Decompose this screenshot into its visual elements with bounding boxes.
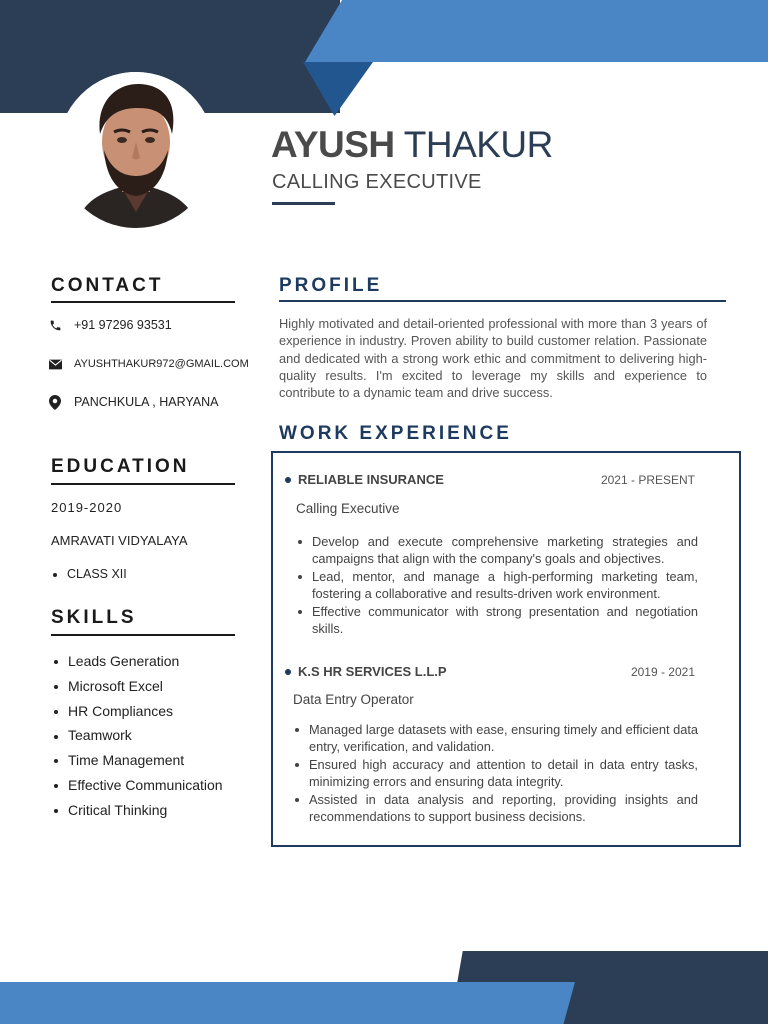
header-blue-banner [305, 0, 768, 62]
last-name: THAKUR [403, 124, 553, 165]
profile-divider [279, 300, 726, 302]
profile-summary: Highly motivated and detail-oriented professional with more than 3 years of experience in industry. Proven ability to build customer relation. Passionate and dedicated with a strong work ethic and commitment to delivering high-quality results. I'm excited to leverage my skills and experience to contribute to a dynamic team and drive success. [279, 316, 707, 401]
job-role: Data Entry Operator [293, 692, 414, 707]
skill-item: Time Management [54, 750, 223, 775]
job-bullet: Develop and execute comprehensive marketing strategies and campaigns that align with the company's goals and objectives. [297, 533, 698, 568]
contact-phone[interactable] [48, 318, 172, 332]
contact-email[interactable] [48, 357, 249, 371]
job-header [285, 664, 695, 679]
skills-list [54, 651, 223, 825]
job-header [285, 472, 695, 487]
contact-location-text: PANCHKULA , HARYANA [74, 395, 219, 409]
education-heading: EDUCATION [51, 456, 190, 477]
bullet-icon [53, 573, 57, 577]
contact-phone-text: +91 97296 93531 [74, 318, 172, 332]
job-period: 2021 - PRESENT [600, 472, 695, 487]
location-pin-icon [48, 395, 62, 409]
skill-item: HR Compliances [54, 701, 223, 726]
profile-photo [58, 72, 214, 228]
work-experience-box [271, 451, 741, 847]
skill-item: Teamwork [54, 725, 223, 750]
bullet-icon [285, 477, 291, 483]
job-bullet: Effective communicator with strong presentation and negotiation skills. [297, 603, 698, 638]
contact-heading: CONTACT [51, 275, 164, 296]
first-name: AYUSH [271, 124, 395, 165]
skill-item: Effective Communication [54, 775, 223, 800]
work-experience-heading: WORK EXPERIENCE [279, 423, 512, 444]
full-name [271, 124, 553, 166]
education-class-text: CLASS XII [67, 567, 127, 581]
contact-location [48, 395, 219, 409]
job-bullets [297, 533, 698, 637]
education-school: AMRAVATI VIDYALAYA [51, 533, 188, 548]
job-period: 2019 - 2021 [630, 664, 695, 679]
avatar-illustration [58, 72, 214, 228]
job-bullet: Assisted in data analysis and reporting, providing insights and recommendations to support business decisions. [294, 791, 698, 826]
education-divider [51, 483, 235, 485]
job-title: CALLING EXECUTIVE [272, 171, 482, 193]
skill-item: Leads Generation [54, 651, 223, 676]
bullet-icon [285, 669, 291, 675]
contact-divider [51, 301, 235, 303]
skill-item: Critical Thinking [54, 800, 223, 825]
job-company: RELIABLE INSURANCE [298, 472, 444, 487]
mail-icon [48, 357, 62, 371]
job-role: Calling Executive [296, 501, 400, 516]
profile-heading: PROFILE [279, 275, 383, 296]
education-years: 2019-2020 [51, 500, 123, 515]
contact-email-text: AYUSHTHAKUR972@GMAIL.COM [74, 358, 249, 370]
skill-item: Microsoft Excel [54, 676, 223, 701]
job-bullet: Ensured high accuracy and attention to detail in data entry tasks, minimizing errors and ensuring data integrity. [294, 756, 698, 791]
title-divider [272, 202, 335, 205]
phone-icon [48, 318, 62, 332]
footer-blue-banner [0, 982, 575, 1024]
job-bullet: Managed large datasets with ease, ensuring timely and efficient data entry, verification, and validation. [294, 721, 698, 756]
skills-divider [51, 634, 235, 636]
job-bullets [294, 721, 698, 825]
education-class [53, 567, 127, 581]
job-company: K.S HR SERVICES L.L.P [298, 664, 447, 679]
skills-heading: SKILLS [51, 607, 137, 628]
job-bullet: Lead, mentor, and manage a high-performing marketing team, fostering a collaborative and results-driven work environment. [297, 568, 698, 603]
